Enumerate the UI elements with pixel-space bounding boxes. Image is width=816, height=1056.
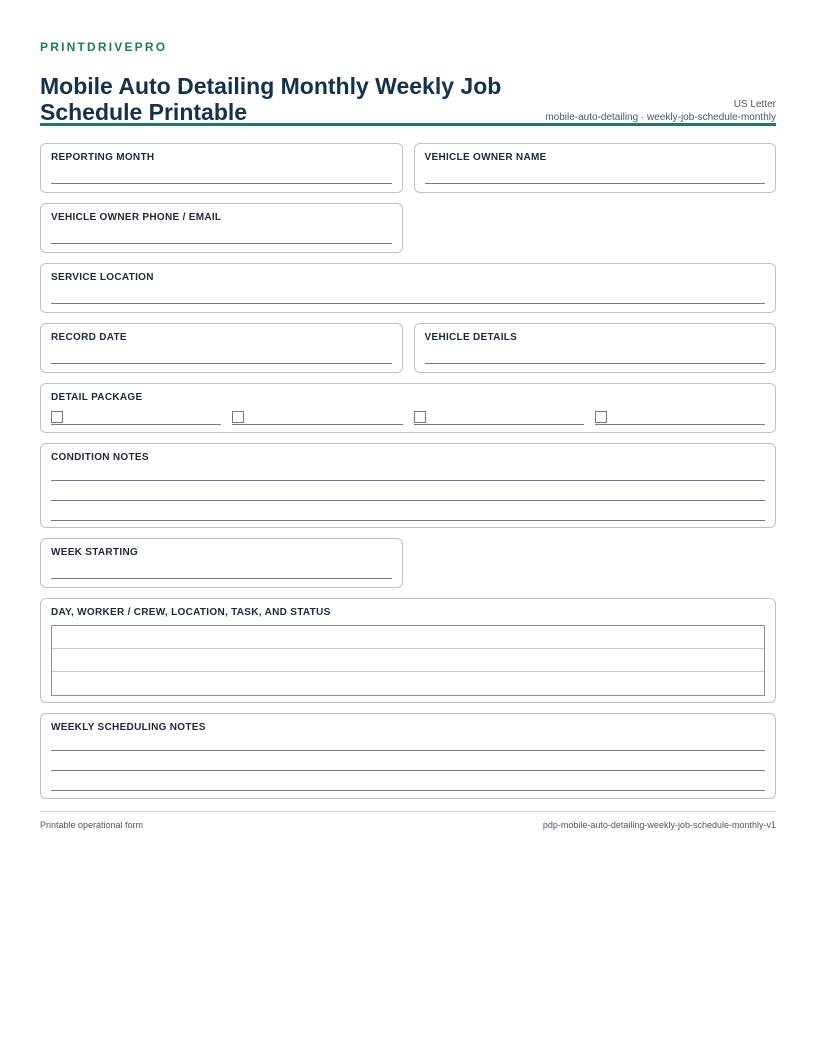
package-option[interactable]	[595, 410, 765, 425]
form-page	[40, 40, 776, 831]
header	[40, 54, 776, 123]
condition-notes-field[interactable]	[40, 443, 776, 528]
service-location-line	[51, 303, 765, 304]
checkbox[interactable]	[51, 411, 63, 423]
notes-line	[51, 790, 765, 791]
service-location-field[interactable]	[40, 263, 776, 313]
schedule-table	[51, 625, 765, 696]
reporting-month-field[interactable]	[40, 143, 403, 193]
vehicle-owner-name-field[interactable]	[414, 143, 777, 193]
detail-package-label: DETAIL PACKAGE	[51, 392, 143, 403]
notes-line	[51, 750, 765, 751]
schedule-table-label: DAY, WORKER / CREW, LOCATION, TASK, AND STATUS	[51, 607, 331, 618]
brand-name: PRINTDRIVEPRO	[40, 40, 168, 54]
week-starting-field[interactable]	[40, 538, 403, 588]
weekly-notes-lines	[51, 750, 765, 810]
package-option[interactable]	[51, 410, 221, 425]
vehicle-owner-contact-line	[51, 243, 392, 244]
checkbox[interactable]	[232, 411, 244, 423]
notes-line	[51, 500, 765, 501]
reporting-month-line	[51, 183, 392, 184]
table-row[interactable]	[52, 626, 764, 649]
condition-notes-label: CONDITION NOTES	[51, 452, 149, 463]
reporting-month-label: REPORTING MONTH	[51, 152, 155, 163]
document-slug: mobile-auto-detailing · weekly-job-schedule-monthly	[545, 112, 776, 123]
week-starting-label: WEEK STARTING	[51, 547, 139, 558]
vehicle-details-line	[425, 363, 766, 364]
vehicle-owner-contact-field[interactable]	[40, 203, 403, 253]
table-row[interactable]	[52, 672, 764, 695]
vehicle-owner-contact-label: VEHICLE OWNER PHONE / EMAIL	[51, 212, 222, 223]
record-date-label: RECORD DATE	[51, 332, 127, 343]
service-location-label: SERVICE LOCATION	[51, 272, 154, 283]
package-option[interactable]	[232, 410, 402, 425]
footer-divider	[40, 811, 776, 812]
vehicle-owner-name-label: VEHICLE OWNER NAME	[424, 152, 547, 163]
paper-size: US Letter	[733, 99, 776, 110]
vehicle-details-label: VEHICLE DETAILS	[424, 332, 518, 343]
vehicle-owner-name-line	[425, 183, 766, 184]
record-date-field[interactable]	[40, 323, 403, 373]
package-option[interactable]	[414, 410, 584, 425]
page-title: Mobile Auto Detailing Monthly Weekly Job Schedule Printable	[40, 73, 502, 125]
vehicle-details-field[interactable]	[414, 323, 777, 373]
weekly-notes-label: WEEKLY SCHEDULING NOTES	[51, 722, 206, 733]
notes-line	[51, 770, 765, 771]
footer-left: Printable operational form	[40, 820, 144, 830]
document-meta	[545, 98, 776, 124]
checkbox[interactable]	[414, 411, 426, 423]
footer-form-id: pdp-mobile-auto-detailing-weekly-job-schedule-monthly-v1	[542, 820, 776, 830]
week-starting-line	[51, 578, 392, 579]
notes-line	[51, 520, 765, 521]
detail-package-field	[40, 383, 776, 433]
record-date-line	[51, 363, 392, 364]
notes-line	[51, 480, 765, 481]
schedule-table-field	[40, 598, 776, 703]
footer	[40, 820, 776, 831]
checkbox[interactable]	[595, 411, 607, 423]
detail-package-options	[51, 410, 765, 426]
weekly-notes-field[interactable]	[40, 713, 776, 799]
condition-notes-lines	[51, 480, 765, 540]
table-row[interactable]	[52, 649, 764, 672]
